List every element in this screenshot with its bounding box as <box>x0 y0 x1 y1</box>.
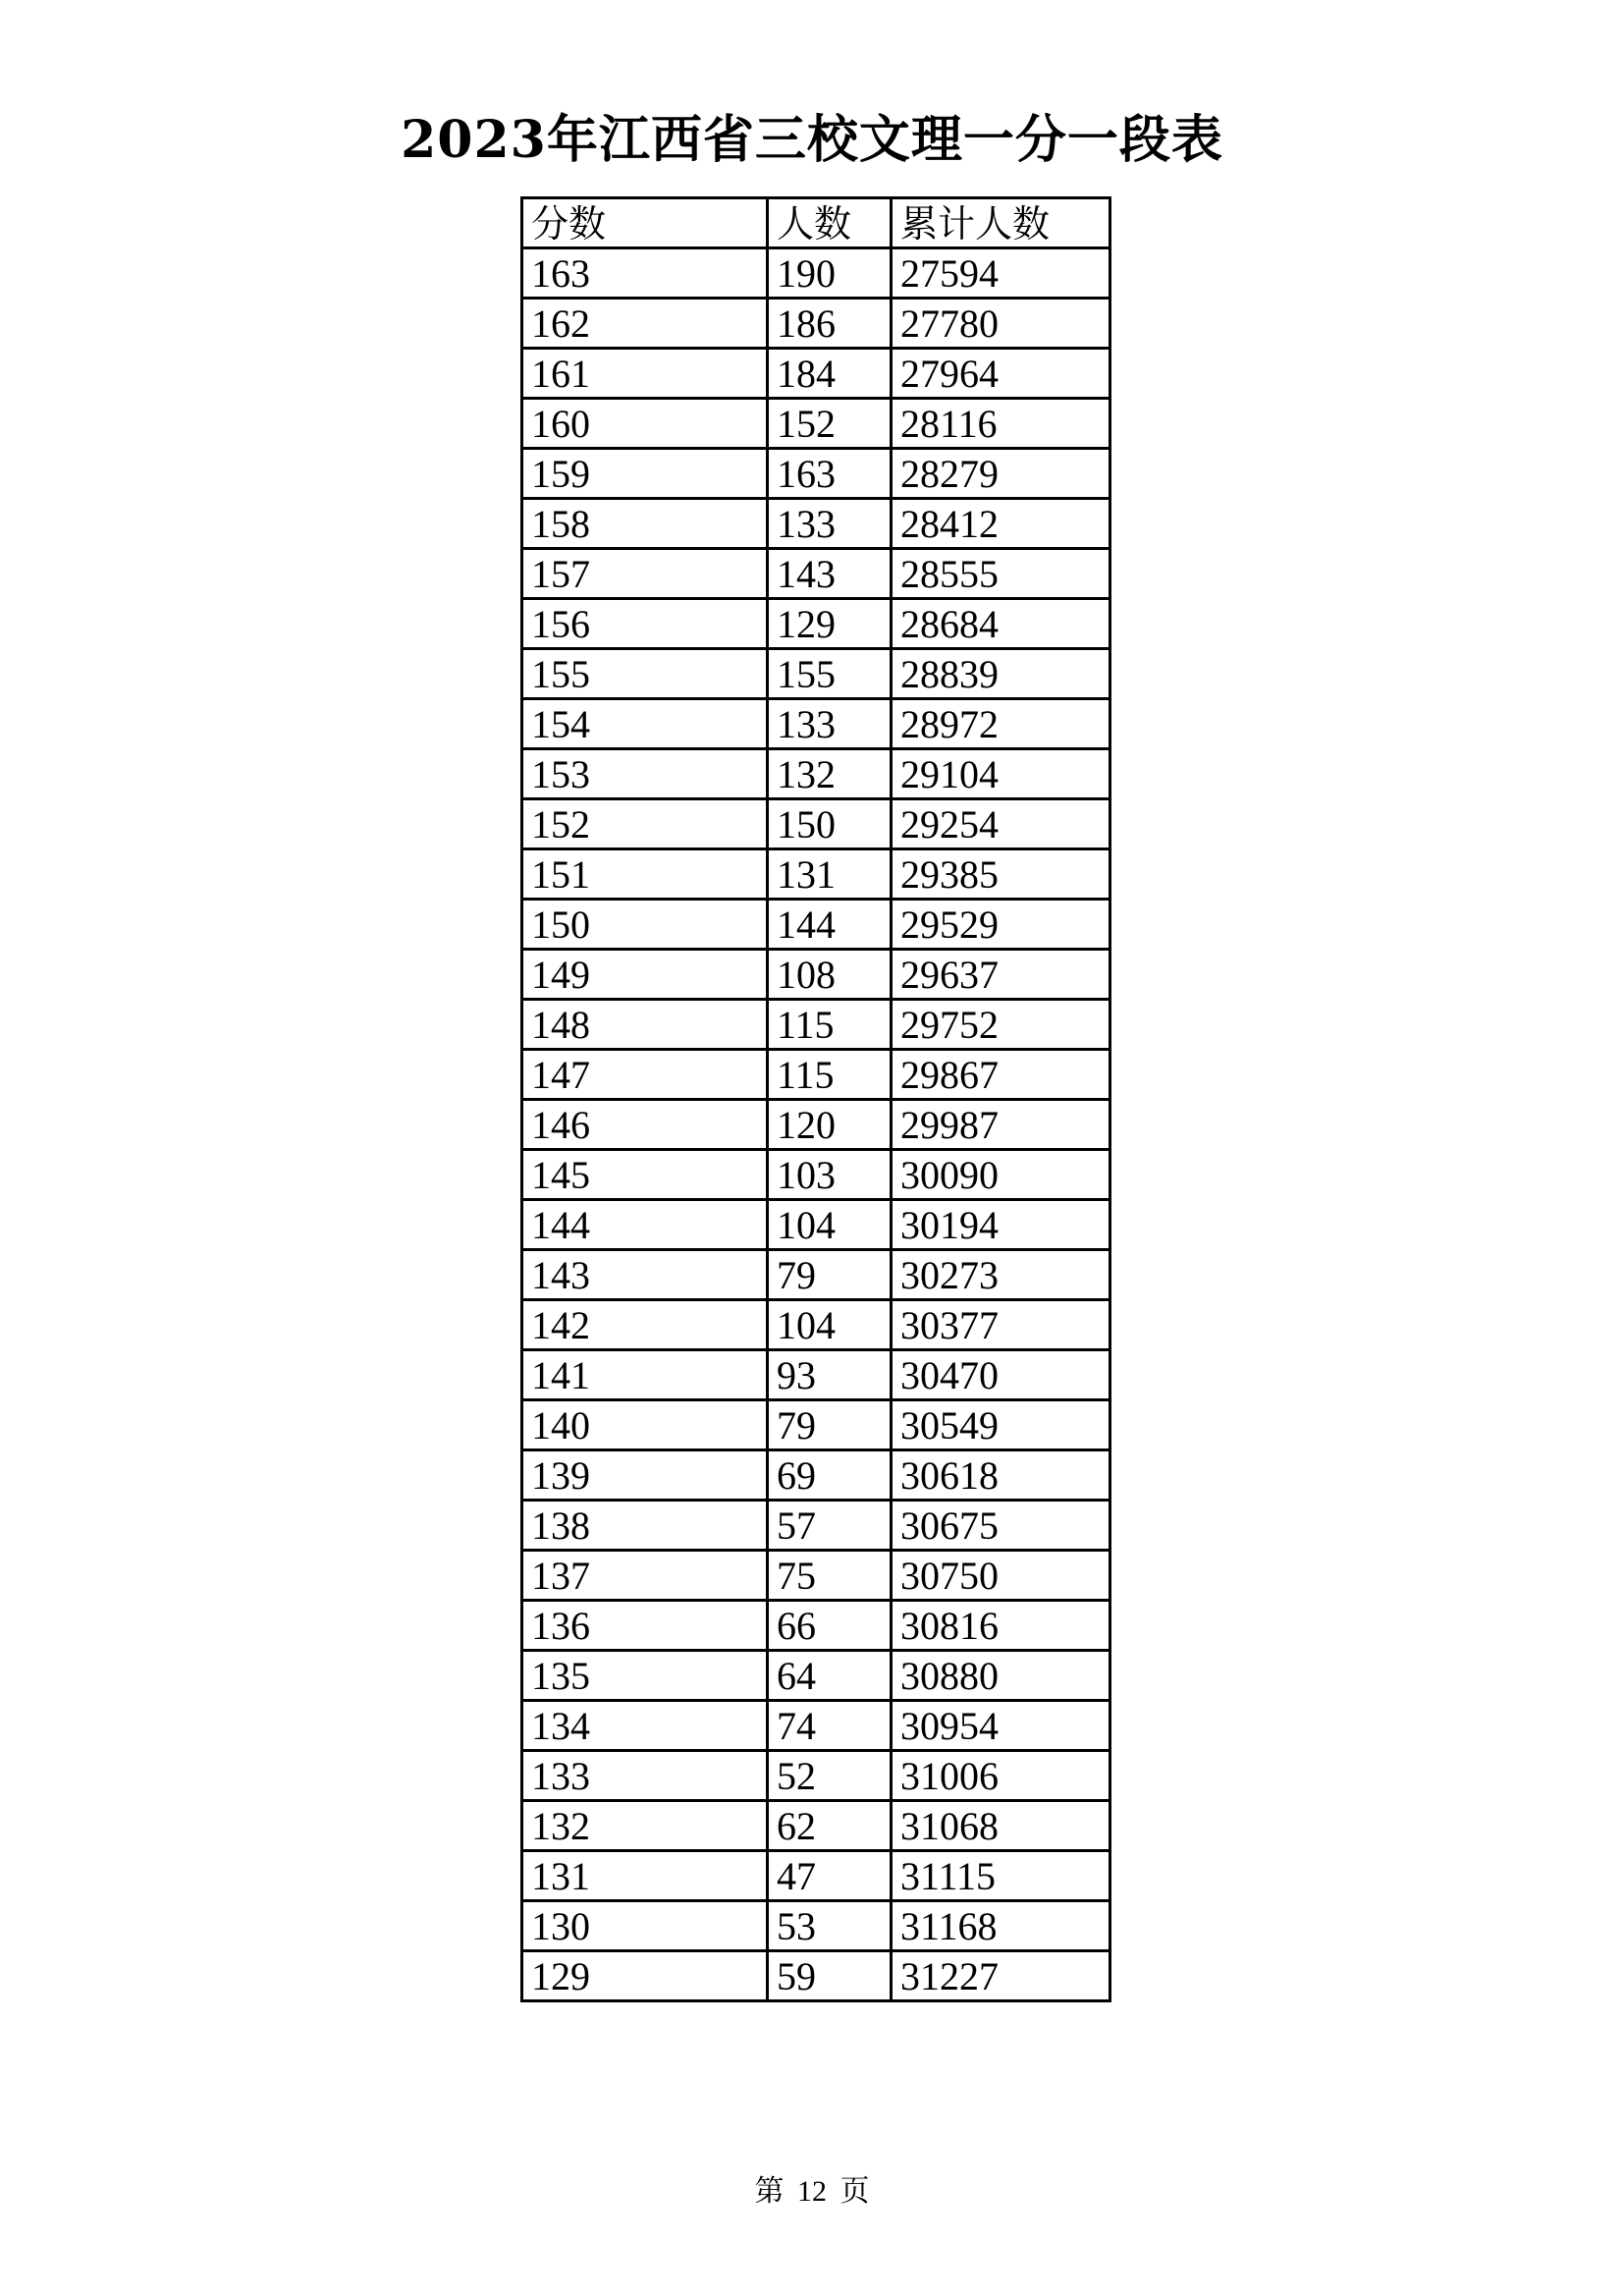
cell-cumulative: 29529 <box>892 900 1110 950</box>
cell-count: 74 <box>768 1701 892 1751</box>
table-row <box>522 699 1110 749</box>
cell-score: 139 <box>522 1450 768 1501</box>
cell-score: 135 <box>522 1651 768 1701</box>
cell-count: 93 <box>768 1350 892 1400</box>
cell-cumulative: 30470 <box>892 1350 1110 1400</box>
table-row <box>522 799 1110 849</box>
cell-count: 53 <box>768 1901 892 1951</box>
header-count: 人数 <box>768 198 892 248</box>
cell-count: 190 <box>768 248 892 299</box>
table-row <box>522 1951 1110 2001</box>
cell-score: 142 <box>522 1300 768 1350</box>
table-row <box>522 1450 1110 1501</box>
table-row <box>522 1751 1110 1801</box>
cell-count: 143 <box>768 549 892 599</box>
cell-score: 131 <box>522 1851 768 1901</box>
cell-count: 59 <box>768 1951 892 2001</box>
cell-score: 136 <box>522 1601 768 1651</box>
cell-cumulative: 30954 <box>892 1701 1110 1751</box>
table-row <box>522 248 1110 299</box>
cell-count: 133 <box>768 499 892 549</box>
table-row <box>522 1250 1110 1300</box>
cell-cumulative: 31115 <box>892 1851 1110 1901</box>
cell-cumulative: 29254 <box>892 799 1110 849</box>
table-row <box>522 449 1110 499</box>
cell-cumulative: 30750 <box>892 1551 1110 1601</box>
cell-score: 129 <box>522 1951 768 2001</box>
cell-score: 157 <box>522 549 768 599</box>
cell-count: 79 <box>768 1250 892 1300</box>
cell-cumulative: 29385 <box>892 849 1110 900</box>
cell-score: 138 <box>522 1501 768 1551</box>
cell-count: 129 <box>768 599 892 649</box>
cell-score: 144 <box>522 1200 768 1250</box>
cell-count: 104 <box>768 1200 892 1250</box>
cell-score: 163 <box>522 248 768 299</box>
table-row <box>522 1551 1110 1601</box>
cell-count: 133 <box>768 699 892 749</box>
cell-score: 155 <box>522 649 768 699</box>
cell-count: 57 <box>768 1501 892 1551</box>
table-row <box>522 849 1110 900</box>
cell-cumulative: 27964 <box>892 349 1110 399</box>
cell-cumulative: 31006 <box>892 1751 1110 1801</box>
cell-score: 137 <box>522 1551 768 1601</box>
cell-count: 47 <box>768 1851 892 1901</box>
cell-cumulative: 31168 <box>892 1901 1110 1951</box>
cell-score: 141 <box>522 1350 768 1400</box>
table-row <box>522 1801 1110 1851</box>
cell-score: 132 <box>522 1801 768 1851</box>
cell-score: 156 <box>522 599 768 649</box>
cell-cumulative: 30675 <box>892 1501 1110 1551</box>
page-number: 第 12 页 <box>754 2175 870 2208</box>
cell-cumulative: 30194 <box>892 1200 1110 1250</box>
cell-score: 146 <box>522 1100 768 1150</box>
cell-score: 158 <box>522 499 768 549</box>
table-row <box>522 1150 1110 1200</box>
cell-count: 104 <box>768 1300 892 1350</box>
cell-score: 147 <box>522 1050 768 1100</box>
table-row <box>522 299 1110 349</box>
table-row <box>522 950 1110 1000</box>
cell-cumulative: 27594 <box>892 248 1110 299</box>
cell-count: 62 <box>768 1801 892 1851</box>
cell-score: 153 <box>522 749 768 799</box>
table-row <box>522 499 1110 549</box>
cell-score: 151 <box>522 849 768 900</box>
table-row <box>522 1350 1110 1400</box>
cell-cumulative: 30618 <box>892 1450 1110 1501</box>
table-header-row <box>522 198 1110 248</box>
cell-cumulative: 31068 <box>892 1801 1110 1851</box>
table-row <box>522 1400 1110 1450</box>
table-row <box>522 399 1110 449</box>
cell-score: 152 <box>522 799 768 849</box>
header-score: 分数 <box>522 198 768 248</box>
cell-cumulative: 30880 <box>892 1651 1110 1701</box>
cell-cumulative: 30816 <box>892 1601 1110 1651</box>
table-row <box>522 599 1110 649</box>
cell-count: 115 <box>768 1050 892 1100</box>
cell-score: 159 <box>522 449 768 499</box>
cell-count: 163 <box>768 449 892 499</box>
cell-cumulative: 28684 <box>892 599 1110 649</box>
table-row <box>522 1701 1110 1751</box>
table-body <box>522 248 1110 2001</box>
cell-score: 145 <box>522 1150 768 1200</box>
cell-score: 143 <box>522 1250 768 1300</box>
cell-count: 150 <box>768 799 892 849</box>
table-row <box>522 900 1110 950</box>
cell-cumulative: 31227 <box>892 1951 1110 2001</box>
cell-score: 162 <box>522 299 768 349</box>
cell-score: 154 <box>522 699 768 749</box>
cell-count: 69 <box>768 1450 892 1501</box>
cell-cumulative: 28972 <box>892 699 1110 749</box>
cell-score: 130 <box>522 1901 768 1951</box>
cell-cumulative: 29104 <box>892 749 1110 799</box>
table-row <box>522 549 1110 599</box>
cell-score: 140 <box>522 1400 768 1450</box>
table-row <box>522 1901 1110 1951</box>
cell-count: 131 <box>768 849 892 900</box>
cell-count: 184 <box>768 349 892 399</box>
table-row <box>522 749 1110 799</box>
cell-count: 120 <box>768 1100 892 1150</box>
cell-count: 52 <box>768 1751 892 1801</box>
cell-cumulative: 29752 <box>892 1000 1110 1050</box>
cell-count: 144 <box>768 900 892 950</box>
cell-cumulative: 30549 <box>892 1400 1110 1450</box>
cell-score: 149 <box>522 950 768 1000</box>
cell-cumulative: 28116 <box>892 399 1110 449</box>
cell-cumulative: 30090 <box>892 1150 1110 1200</box>
cell-count: 155 <box>768 649 892 699</box>
table-row <box>522 1651 1110 1701</box>
cell-cumulative: 29637 <box>892 950 1110 1000</box>
cell-count: 108 <box>768 950 892 1000</box>
table-row <box>522 1100 1110 1150</box>
table-row <box>522 1300 1110 1350</box>
cell-count: 64 <box>768 1651 892 1701</box>
table-row <box>522 1601 1110 1651</box>
table-row <box>522 649 1110 699</box>
cell-score: 150 <box>522 900 768 950</box>
cell-count: 103 <box>768 1150 892 1200</box>
cell-cumulative: 28555 <box>892 549 1110 599</box>
cell-score: 148 <box>522 1000 768 1050</box>
cell-cumulative: 28839 <box>892 649 1110 699</box>
header-cumulative: 累计人数 <box>892 198 1110 248</box>
cell-count: 75 <box>768 1551 892 1601</box>
cell-count: 79 <box>768 1400 892 1450</box>
cell-cumulative: 28279 <box>892 449 1110 499</box>
table-row <box>522 1200 1110 1250</box>
cell-cumulative: 27780 <box>892 299 1110 349</box>
cell-cumulative: 30273 <box>892 1250 1110 1300</box>
table-row <box>522 1050 1110 1100</box>
page-title: 2023年江西省三校文理一分一段表 <box>401 110 1223 170</box>
cell-cumulative: 29987 <box>892 1100 1110 1150</box>
table-row <box>522 1501 1110 1551</box>
cell-cumulative: 28412 <box>892 499 1110 549</box>
cell-count: 132 <box>768 749 892 799</box>
cell-cumulative: 30377 <box>892 1300 1110 1350</box>
table-row <box>522 1851 1110 1901</box>
cell-score: 160 <box>522 399 768 449</box>
cell-score: 133 <box>522 1751 768 1801</box>
cell-count: 152 <box>768 399 892 449</box>
cell-score: 161 <box>522 349 768 399</box>
table-row <box>522 349 1110 399</box>
cell-count: 115 <box>768 1000 892 1050</box>
cell-score: 134 <box>522 1701 768 1751</box>
table-row <box>522 1000 1110 1050</box>
cell-cumulative: 29867 <box>892 1050 1110 1100</box>
cell-count: 66 <box>768 1601 892 1651</box>
score-distribution-table <box>520 196 1111 2002</box>
cell-count: 186 <box>768 299 892 349</box>
